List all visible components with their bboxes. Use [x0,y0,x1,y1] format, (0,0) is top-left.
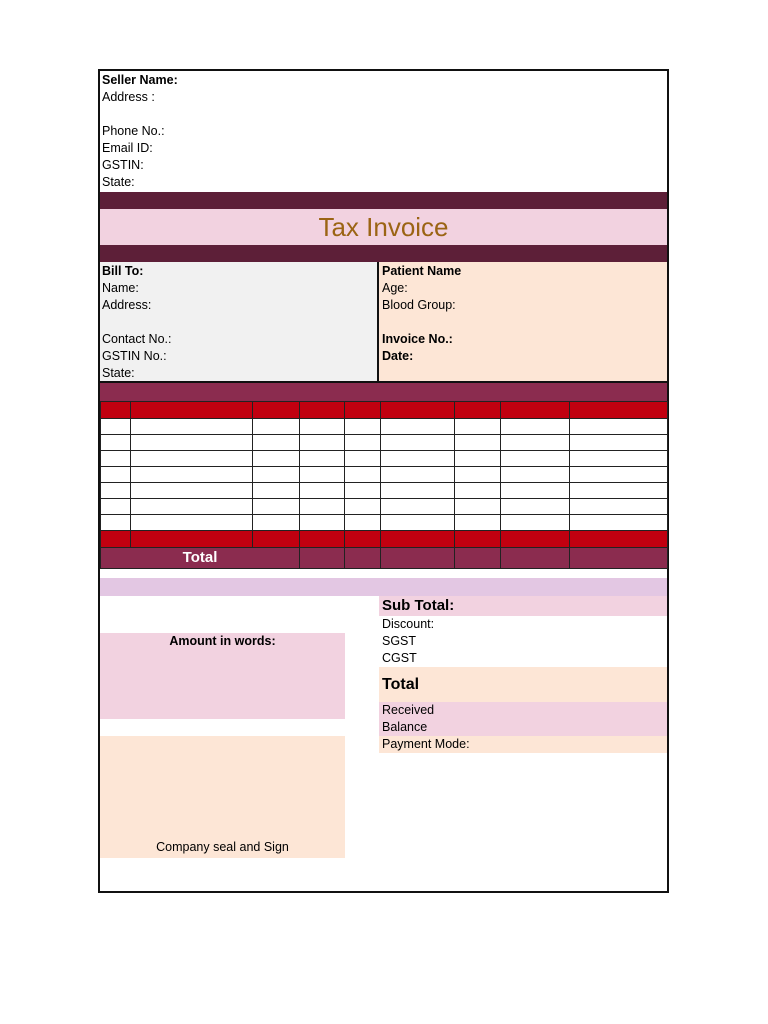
grand-total-label: Total [379,667,667,702]
invoice-sheet [98,69,669,893]
patient-blood-group-label: Blood Group: [382,298,456,312]
bill-to-address-label: Address: [102,298,152,312]
table-total-row [101,548,668,569]
bill-to-contact-label: Contact No.: [102,332,172,346]
table-total-label: Total [101,548,300,569]
invoice-title: Tax Invoice [318,212,449,242]
patient-block [379,262,667,383]
summary-block [379,596,667,753]
title-bar [100,209,667,245]
company-seal-label: Company seal and Sign [156,840,289,854]
summary-top-band [100,578,667,596]
seller-address-label: Address : [102,90,155,104]
table-row[interactable] [101,451,668,467]
seller-name-label: Seller Name: [102,73,178,87]
seller-address-blank [102,106,178,123]
bill-to-blank [102,314,171,331]
seller-email-label: Email ID: [102,141,153,155]
invoice-date-label: Date: [382,349,414,363]
table-row[interactable] [101,515,668,531]
seller-state-label: State: [102,175,135,189]
received-label: Received [379,702,667,719]
sgst-label: SGST [382,634,417,648]
company-seal-box[interactable] [100,736,345,858]
divider-band-top [100,192,667,209]
seller-phone-label: Phone No.: [102,124,165,138]
table-row[interactable] [101,483,668,499]
table-row[interactable] [101,419,668,435]
discount-label: Discount: [382,617,435,631]
cgst-label: CGST [382,651,417,665]
bill-to-gstin-label: GSTIN No.: [102,349,167,363]
table-row[interactable] [101,499,668,515]
balance-label: Balance [379,719,667,736]
table-top-band [100,383,667,401]
bill-to-block [100,262,379,383]
bill-to-heading: Bill To: [102,264,144,278]
bill-to-name-label: Name: [102,281,139,295]
amount-in-words-box[interactable] [100,633,345,719]
table-row[interactable] [101,467,668,483]
amount-in-words-label: Amount in words: [169,634,276,648]
patient-name-heading: Patient Name [382,264,462,278]
divider-band-bottom [100,245,667,262]
patient-blank [382,314,461,331]
items-table [100,401,668,569]
table-footer-row [101,531,668,548]
invoice-number-label: Invoice No.: [382,332,453,346]
sub-total-label: Sub Total: [379,596,667,616]
seller-block [102,72,178,191]
patient-age-label: Age: [382,281,408,295]
bill-to-state-label: State: [102,366,135,380]
table-row[interactable] [101,435,668,451]
payment-mode-label: Payment Mode: [379,736,667,753]
table-header-row [101,402,668,419]
seller-gstin-label: GSTIN: [102,158,144,172]
